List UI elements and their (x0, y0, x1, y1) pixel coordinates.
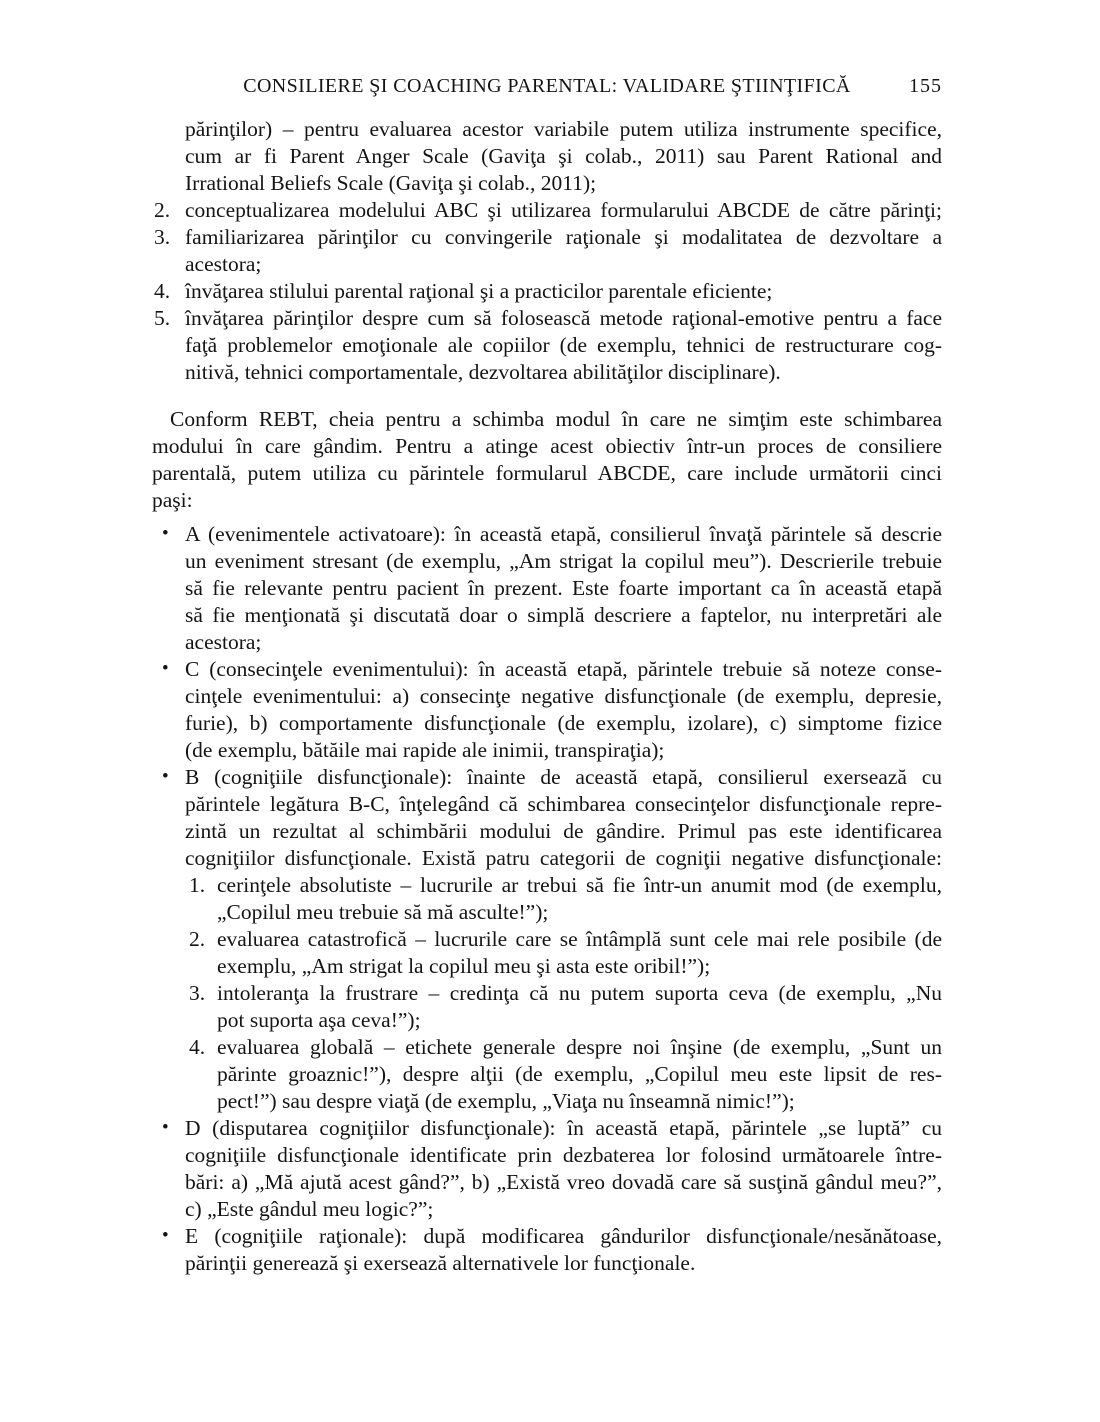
text-line: modului în care gândim. Pentru a atinge acest obiectiv într-un proces de consiliere (152, 434, 942, 458)
text-line: evaluarea globală – etichete generale despre noi înşine (de exemplu, „Sunt un (217, 1035, 942, 1059)
list-item-2 (152, 197, 942, 224)
sub-item-4 (152, 1034, 942, 1115)
text-line: părinţilor) – pentru evaluarea acestor variabile putem utiliza instrumente specifice, (185, 117, 942, 141)
text-line: „Copilul meu trebuie să mă asculte!”); (217, 900, 549, 924)
text-line: C (consecinţele evenimentului): în această etapă, părintele trebuie să noteze conse- (185, 657, 942, 681)
list-marker: 2. (189, 927, 206, 951)
text-line: pot suporta aşa ceva!”); (217, 1008, 421, 1032)
text-line: părinţii generează şi exersează alternativele lor funcţionale. (185, 1251, 696, 1275)
text-line: cerinţele absolutiste – lucrurile ar trebui să fie într-un anumit mod (de exemplu, (217, 873, 942, 897)
text-line: A (evenimentele activatoare): în această etapă, consilierul învaţă părintele să descrie (185, 522, 942, 546)
list-marker: 5. (154, 306, 171, 330)
paragraph-rebt (152, 406, 942, 514)
sub-item-3 (152, 980, 942, 1034)
text-line: părinte groaznic!”), despre alţii (de exemplu, „Copilul meu este lipsit de res- (217, 1062, 942, 1086)
list-marker: 4. (154, 279, 171, 303)
text-line: E (cogniţiile raţionale): după modificarea gândurilor disfuncţionale/nesănătoase, (185, 1224, 942, 1248)
text-line: acestora; (185, 630, 262, 654)
list-marker: 3. (189, 981, 206, 1005)
text-line: faţă problemelor emoţionale ale copiilor (de exemplu, tehnici de restructurare cog- (185, 333, 942, 357)
list-marker: 1. (189, 873, 206, 897)
text-line: c) „Este gândul meu logic?”; (185, 1197, 434, 1221)
text-line: pect!”) sau despre viaţă (de exemplu, „Viaţa nu înseamnă nimic!”); (217, 1089, 795, 1113)
bullet-icon: • (162, 658, 169, 679)
bullet-item-e (152, 1223, 942, 1277)
bullet-item-a (152, 521, 942, 656)
text-line: Conform REBT, cheia pentru a schimba modul în care ne simţim este schimbarea (170, 407, 942, 431)
list-item-4 (152, 278, 942, 305)
text-line: nitivă, tehnici comportamentale, dezvoltarea abilităţilor disciplinare). (185, 360, 781, 384)
list-item-5 (152, 305, 942, 386)
text-line: cogniţiile disfuncţionale identificate prin dezbaterea lor folosind următoarele între- (185, 1143, 942, 1167)
text-line: parentală, putem utiliza cu părintele formularul ABCDE, care include următorii cinci (152, 461, 942, 485)
text-line: conceptualizarea modelului ABC şi utilizarea formularului ABCDE de către părinţi; (185, 198, 942, 222)
text-line: exemplu, „Am strigat la copilul meu şi asta este oribil!”); (217, 954, 711, 978)
list-item-3 (152, 224, 942, 278)
text-line: să fie relevante pentru pacient în prezent. Este foarte important ca în această etapă (185, 576, 942, 600)
text-line: să fie menţionată şi discutată doar o simplă descriere a faptelor, nu interpretări ale (185, 603, 942, 627)
text-line: învăţarea părinţilor despre cum să folosească metode raţional-emotive pentru a face (185, 306, 942, 330)
page-number: 155 (909, 75, 942, 97)
list-item-1-continuation (152, 116, 942, 197)
running-header (152, 74, 942, 98)
text-line: B (cogniţiile disfuncţionale): înainte de această etapă, consilierul exersează cu (185, 765, 942, 789)
page-body (152, 116, 942, 1277)
text-line: acestora; (185, 252, 262, 276)
text-line: Irrational Beliefs Scale (Gaviţa şi colab., 2011); (185, 171, 597, 195)
bullet-icon: • (162, 523, 169, 544)
text-line: părintele legătura B-C, înţelegând că schimbarea consecinţelor disfuncţionale repre- (185, 792, 942, 816)
list-marker: 4. (189, 1035, 206, 1059)
bullet-item-d (152, 1115, 942, 1223)
sub-item-1 (152, 872, 942, 926)
text-line: paşi: (152, 488, 193, 512)
running-header-title: CONSILIERE ŞI COACHING PARENTAL: VALIDARE ŞTIINŢIFICĂ (243, 75, 851, 97)
text-line: (de exemplu, bătăile mai rapide ale inimii, transpiraţia); (185, 738, 665, 762)
text-line: un eveniment stresant (de exemplu, „Am strigat la copilul meu”). Descrierile trebuie (185, 549, 942, 573)
text-line: bări: a) „Mă ajută acest gând?”, b) „Există vreo dovadă care să susţină gândul meu?”, (185, 1170, 942, 1194)
text-line: D (disputarea cogniţiilor disfuncţionale): în această etapă, părintele „se luptă” cu (185, 1116, 942, 1140)
text-line: învăţarea stilului parental raţional şi a practicilor parentale eficiente; (185, 279, 773, 303)
bullet-item-b (152, 764, 942, 872)
bullet-icon: • (162, 766, 169, 787)
text-line: intoleranţa la frustrare – credinţa că nu putem suporta ceva (de exemplu, „Nu (217, 981, 942, 1005)
text-line: furie), b) comportamente disfuncţionale (de exemplu, izolare), c) simptome fizice (185, 711, 942, 735)
bullet-icon: • (162, 1225, 169, 1246)
text-line: familiarizarea părinţilor cu convingerile raţionale şi modalitatea de dezvoltare a (185, 225, 942, 249)
list-marker: 3. (154, 225, 171, 249)
text-line: evaluarea catastrofică – lucrurile care se întâmplă sunt cele mai rele posibile (de (217, 927, 942, 951)
sub-item-2 (152, 926, 942, 980)
bullet-icon: • (162, 1117, 169, 1138)
bullet-item-c (152, 656, 942, 764)
text-line: cum ar fi Parent Anger Scale (Gaviţa şi colab., 2011) sau Parent Rational and (185, 144, 942, 168)
text-line: cinţele evenimentului: a) consecinţe negative disfuncţionale (de exemplu, depresie, (185, 684, 942, 708)
list-marker: 2. (154, 198, 171, 222)
text-line: zintă un rezultat al schimbării modului de gândire. Primul pas este identificarea (185, 819, 942, 843)
text-line: cogniţiilor disfuncţionale. Există patru categorii de cogniţii negative disfuncţionale: (185, 846, 942, 870)
